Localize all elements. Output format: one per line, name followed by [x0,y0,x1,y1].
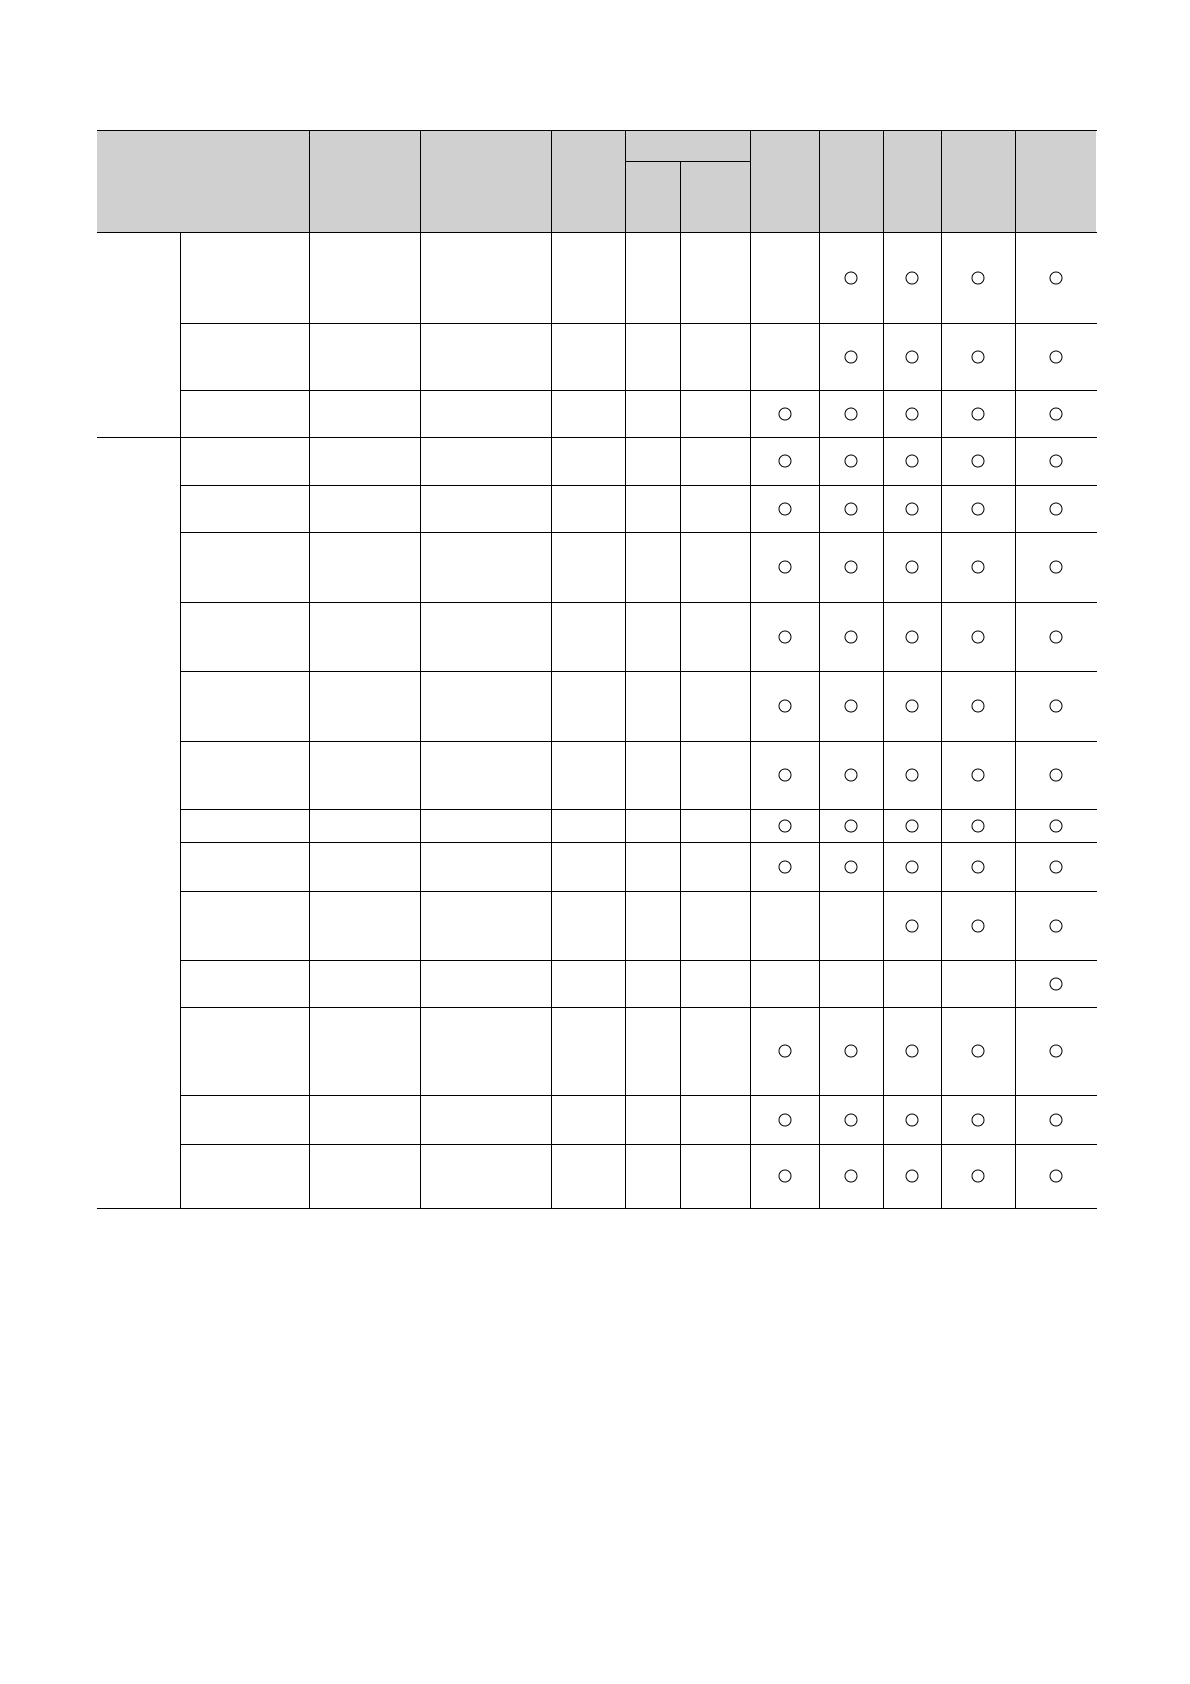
header-column-divider [941,130,942,232]
header-column-divider [625,130,626,232]
group-column-divider [180,232,181,1208]
circle-mark-icon [1049,769,1062,782]
table-row-divider [180,1144,1097,1145]
table-column-divider [883,232,884,1208]
circle-mark-icon [906,1170,919,1183]
circle-mark-icon [845,769,858,782]
circle-mark-icon [1049,1045,1062,1058]
circle-mark-icon [1049,919,1062,932]
circle-mark-icon [845,271,858,284]
circle-mark-icon [972,630,985,643]
table-row-divider [180,323,1097,324]
circle-mark-icon [906,860,919,873]
table-column-divider [625,232,626,1208]
circle-mark-icon [1049,350,1062,363]
circle-mark-icon [845,860,858,873]
table-column-divider [309,232,310,1208]
circle-mark-icon [972,1113,985,1126]
circle-mark-icon [1049,977,1062,990]
header-column-divider [750,130,751,232]
circle-mark-icon [906,455,919,468]
circle-mark-icon [972,860,985,873]
circle-mark-icon [1049,700,1062,713]
header-column-divider [420,130,421,232]
circle-mark-icon [906,819,919,832]
table-column-divider [941,232,942,1208]
circle-mark-icon [1049,819,1062,832]
circle-mark-icon [906,502,919,515]
circle-mark-icon [906,271,919,284]
circle-mark-icon [1049,502,1062,515]
circle-mark-icon [845,1113,858,1126]
circle-mark-icon [972,455,985,468]
circle-mark-icon [972,919,985,932]
table-row-divider [180,960,1097,961]
circle-mark-icon [906,407,919,420]
circle-mark-icon [845,407,858,420]
circle-mark-icon [906,350,919,363]
table-row-divider [180,741,1097,742]
circle-mark-icon [778,769,791,782]
circle-mark-icon [972,1170,985,1183]
circle-mark-icon [778,1113,791,1126]
table-column-divider [551,232,552,1208]
circle-mark-icon [1049,630,1062,643]
table-row-divider [180,1095,1097,1096]
table-row-divider [97,1208,1097,1209]
table-row-divider [97,437,1097,438]
table-row-divider [180,485,1097,486]
header-column-divider [309,130,310,232]
header-column-divider [680,161,681,232]
table-row-divider [180,671,1097,672]
circle-mark-icon [845,700,858,713]
table-row-divider [180,1007,1097,1008]
circle-mark-icon [972,819,985,832]
circle-mark-icon [906,919,919,932]
circle-mark-icon [906,630,919,643]
circle-mark-icon [845,1170,858,1183]
circle-mark-icon [1049,860,1062,873]
header-column-divider [551,130,552,232]
circle-mark-icon [972,1045,985,1058]
circle-mark-icon [1049,1113,1062,1126]
header-group-divider [625,161,751,162]
spec-table [97,130,1096,1208]
circle-mark-icon [1049,455,1062,468]
circle-mark-icon [778,630,791,643]
circle-mark-icon [1049,561,1062,574]
table-row-divider [180,602,1097,603]
circle-mark-icon [906,1113,919,1126]
circle-mark-icon [972,271,985,284]
table-column-divider [750,232,751,1208]
circle-mark-icon [845,819,858,832]
circle-mark-icon [1049,1170,1062,1183]
circle-mark-icon [906,700,919,713]
circle-mark-icon [778,860,791,873]
circle-mark-icon [845,630,858,643]
table-row-divider [180,809,1097,810]
table-row-divider [180,532,1097,533]
circle-mark-icon [845,350,858,363]
circle-mark-icon [778,700,791,713]
circle-mark-icon [778,407,791,420]
header-column-divider [819,130,820,232]
circle-mark-icon [906,769,919,782]
circle-mark-icon [778,455,791,468]
circle-mark-icon [1049,407,1062,420]
circle-mark-icon [778,502,791,515]
table-top-border [97,130,1097,131]
circle-mark-icon [972,350,985,363]
circle-mark-icon [972,700,985,713]
table-header [97,130,1096,232]
circle-mark-icon [845,502,858,515]
table-column-divider [819,232,820,1208]
circle-mark-icon [1049,271,1062,284]
circle-mark-icon [906,561,919,574]
table-column-divider [420,232,421,1208]
circle-mark-icon [972,769,985,782]
circle-mark-icon [972,561,985,574]
circle-mark-icon [972,502,985,515]
header-column-divider [883,130,884,232]
header-column-divider [1015,130,1016,232]
table-row-divider [180,390,1097,391]
table-column-divider [680,232,681,1208]
header-bottom-border [97,232,1097,233]
circle-mark-icon [778,819,791,832]
circle-mark-icon [778,561,791,574]
circle-mark-icon [906,1045,919,1058]
table-row-divider [180,891,1097,892]
circle-mark-icon [845,455,858,468]
circle-mark-icon [778,1045,791,1058]
circle-mark-icon [845,561,858,574]
circle-mark-icon [845,1045,858,1058]
table-row-divider [180,842,1097,843]
circle-mark-icon [778,1170,791,1183]
circle-mark-icon [972,407,985,420]
table-column-divider [1015,232,1016,1208]
